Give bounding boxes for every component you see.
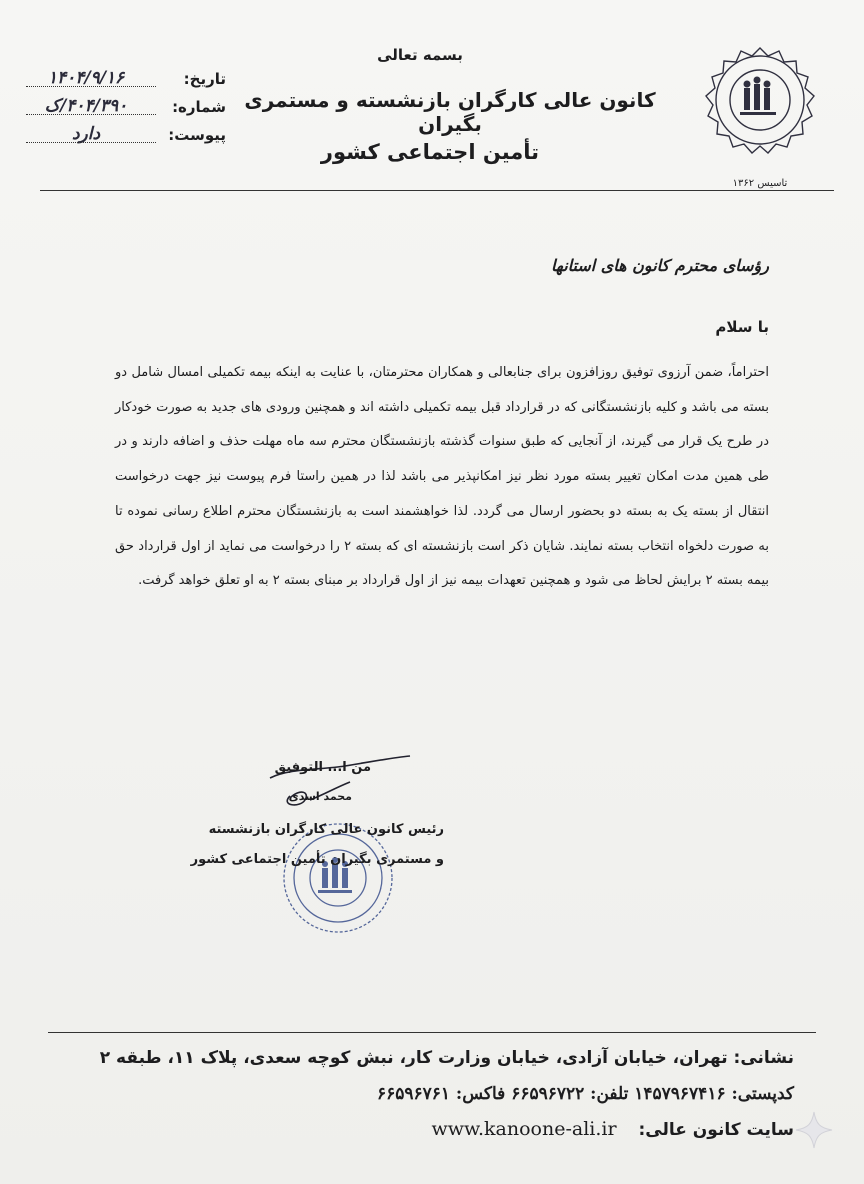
website-link[interactable]: www.kanoone-ali.ir bbox=[431, 1118, 617, 1140]
letter-meta bbox=[16, 66, 226, 150]
footer-contact: کدپستی: ۱۴۵۷۹۶۷۴۱۶ تلفن: ۶۶۵۹۶۷۲۲ فاکس: ۶۶۵۹۶۷۶۱ bbox=[376, 1084, 794, 1104]
letter-body bbox=[115, 356, 769, 599]
letter-body-text: احتراماً، ضمن آرزوی توفیق روزافزون برای جنابعالی و همکاران محترمتان، با عنایت به اینکه بیمه تکمیلی امسال شامل دو بسته می باشد و کلیه بازنشستگانی که در قرارداد قبل بیمه تکمیلی داشته اند و همچنین ورودی های جدید به صورت خودکار در طرح یک قرار می گیرند، از آنجایی که طبق سنوات گذشته بازنشستگان محترم سه ماه مهلت حذف و اضافه دارند و در طی همین مدت امکان تغییر بسته مورد نظر نیز امکانپذیر می باشد لذا در همین راستا فرم پیوست نیز جهت درخواست انتقال از بسته یک به بسته دو بحضور ارسال می گردد. لذا خواهشمند است به بازنشستگان محترم اطلاع رسانی نموده تا به صورت دلخواه انتخاب بسته نمایند. شایان ذکر است بازنشسته ای که بسته ۲ را درخواست می نماید از اول قرارداد حق بیمه بسته ۲ برایش لحاظ می شود و همچنین تعهدات بیمه نیز از اول قرارداد بر مبنای بسته ۲ به او تعلق خواهد گرفت. bbox=[115, 365, 769, 589]
date-label: تاریخ: bbox=[183, 70, 226, 88]
greeting: با سلام bbox=[715, 318, 769, 336]
number-dotted-line bbox=[26, 114, 156, 115]
number-row bbox=[16, 94, 226, 122]
footer-divider bbox=[48, 1032, 816, 1033]
attachment-row bbox=[16, 122, 226, 150]
organization-subtitle: تأمین اجتماعی کشور bbox=[320, 140, 540, 164]
bismillah: بسمه تعالی bbox=[377, 46, 463, 64]
footer-address: نشانی: تهران، خیابان آزادی، خیابان وزارت کار، نبش کوچه سعدی، پلاک ۱۱، طبقه ۲ bbox=[99, 1048, 794, 1068]
header-divider bbox=[40, 190, 834, 191]
date-dotted-line bbox=[26, 86, 156, 87]
attachment-value: دارد bbox=[71, 124, 101, 144]
organization-seal-icon bbox=[690, 30, 830, 170]
date-value: ۱۴۰۴/۹/۱۶ bbox=[47, 68, 125, 88]
signature-closing: من ا... التوفیق bbox=[274, 760, 371, 775]
date-row bbox=[16, 66, 226, 94]
seal-caption: تاسیس ۱۳۶۲ bbox=[732, 178, 788, 189]
handwritten-signature-icon bbox=[250, 748, 420, 818]
attachment-label: پیوست: bbox=[168, 126, 226, 144]
signatory-title-line1: رئیس کانون عالی کارگران بازنشسته bbox=[208, 822, 444, 837]
sparkle-icon bbox=[792, 1108, 836, 1152]
recipient: رؤسای محترم کانون های استانها bbox=[550, 256, 769, 275]
signatory-title-line2: و مستمری بگیران تأمین اجتماعی کشور bbox=[190, 852, 444, 867]
website-label: سایت کانون عالی: bbox=[638, 1120, 794, 1140]
number-label: شماره: bbox=[172, 98, 226, 116]
organization-name: کانون عالی کارگران بازنشسته و مستمری بگیران bbox=[244, 88, 656, 136]
attachment-dotted-line bbox=[26, 142, 156, 143]
footer-website bbox=[431, 1118, 794, 1140]
number-value: ۴۰۴/۳۹۰/ک bbox=[44, 96, 128, 116]
signatory-name: محمد اسدی bbox=[288, 790, 352, 803]
